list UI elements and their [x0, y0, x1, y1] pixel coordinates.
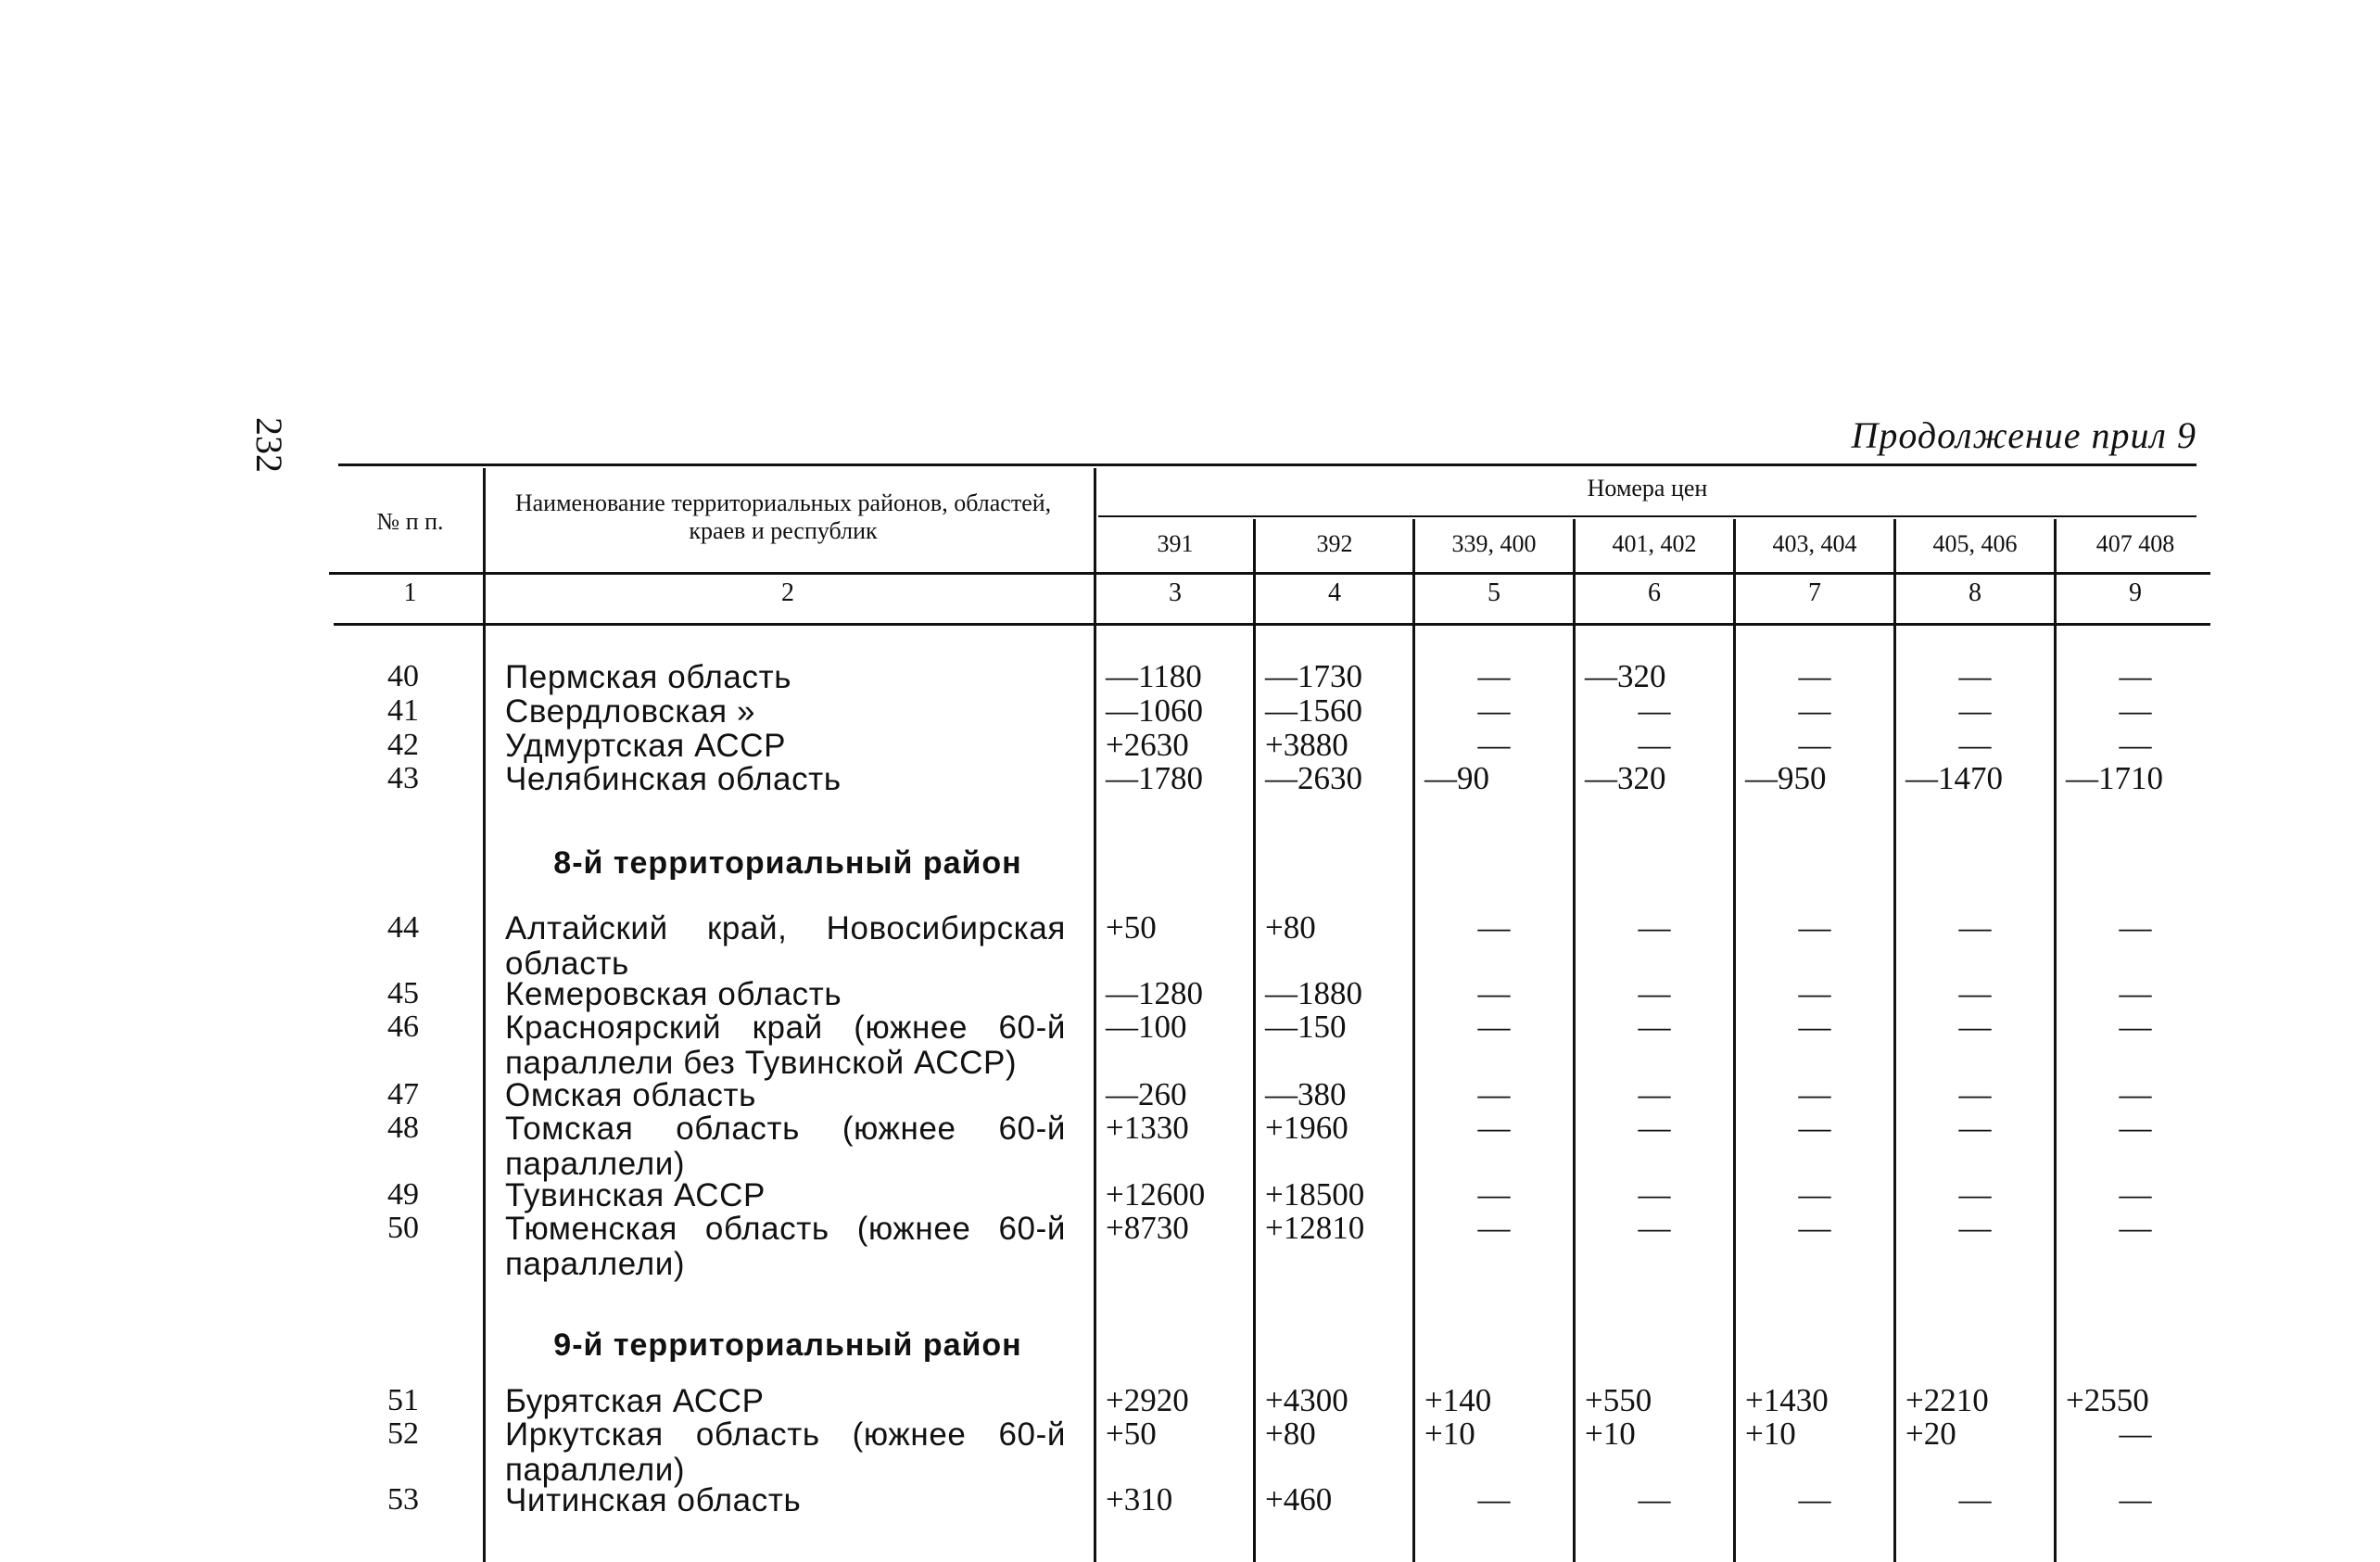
col-divider-1: [483, 468, 486, 1562]
row-number: 44: [387, 910, 419, 945]
price-value: —: [1958, 1210, 1992, 1246]
price-value: —: [1798, 1009, 1831, 1045]
column-number: 2: [781, 578, 794, 607]
price-value: —: [1798, 909, 1831, 946]
row-number: 45: [387, 976, 419, 1010]
column-number: 4: [1328, 578, 1341, 607]
region-name: Омская область: [505, 1077, 757, 1113]
row-number: 43: [387, 761, 419, 795]
price-value: —: [1798, 1076, 1831, 1112]
price-value: —: [2119, 727, 2152, 763]
price-value: —: [1477, 1009, 1511, 1045]
price-value: —: [1798, 1210, 1831, 1246]
price-column-header: 392: [1316, 530, 1353, 557]
price-value: —: [1638, 1481, 1671, 1518]
price-value: —: [2119, 1076, 2152, 1112]
price-value: —: [1477, 727, 1511, 763]
price-value: —380: [1265, 1076, 1347, 1112]
price-value: —: [1638, 1076, 1671, 1112]
price-value: +3880: [1265, 727, 1348, 763]
price-value: —: [1638, 692, 1671, 729]
header-num-label: № п п.: [376, 508, 444, 535]
price-value: —: [2119, 1481, 2152, 1518]
price-value: —1470: [1905, 760, 2003, 796]
price-value: —: [1477, 1481, 1511, 1518]
row-number: 40: [387, 659, 419, 693]
price-value: +310: [1106, 1481, 1173, 1518]
price-value: +12600: [1106, 1176, 1206, 1213]
price-value: —: [1958, 975, 1992, 1011]
price-value: —: [1477, 658, 1511, 694]
region-name: Бурятская АССР: [505, 1383, 765, 1419]
price-value: +20: [1905, 1416, 1956, 1452]
row-number: 51: [387, 1383, 419, 1417]
table-top-rule: [338, 464, 2196, 466]
price-value: —320: [1585, 760, 1666, 796]
price-value: —1780: [1106, 760, 1203, 796]
price-value: —: [2119, 1210, 2152, 1246]
price-value: —: [1798, 975, 1831, 1011]
price-value: —: [1638, 975, 1671, 1011]
price-value: —1060: [1106, 692, 1203, 729]
price-value: —: [2119, 1416, 2152, 1452]
region-name: Челябинская область: [505, 761, 842, 797]
price-column-header: 391: [1157, 530, 1194, 557]
price-value: —: [2119, 1176, 2152, 1213]
price-value: —1280: [1106, 975, 1203, 1011]
page-number: 232: [248, 417, 290, 473]
price-value: +10: [1745, 1416, 1796, 1452]
price-value: —1730: [1265, 658, 1362, 694]
header-name-label: Наименование территориальных районов, областей, краев и республик: [514, 489, 1052, 544]
price-value: —: [1477, 1076, 1511, 1112]
price-value: +18500: [1265, 1176, 1365, 1213]
price-value: +2210: [1905, 1382, 1989, 1418]
region-name: Томская область (южнее 60-й параллели): [505, 1111, 1066, 1182]
price-value: —: [1958, 1176, 1992, 1213]
column-number: 7: [1808, 578, 1821, 607]
row-number: 49: [387, 1177, 419, 1212]
price-value: —260: [1106, 1076, 1187, 1112]
price-value: —: [2119, 909, 2152, 946]
price-value: —: [1958, 727, 1992, 763]
price-value: —1880: [1265, 975, 1362, 1011]
price-value: —150: [1265, 1009, 1347, 1045]
column-number: 9: [2129, 578, 2142, 607]
row-number: 53: [387, 1482, 419, 1517]
price-value: —: [1798, 1176, 1831, 1213]
price-value: +460: [1265, 1481, 1333, 1518]
col-divider-3: [1253, 519, 1256, 1562]
column-number: 1: [403, 578, 417, 607]
row-number: 42: [387, 728, 419, 762]
price-value: +1960: [1265, 1110, 1348, 1146]
row-number: 46: [387, 1010, 419, 1044]
region-name: Тувинская АССР: [505, 1177, 766, 1213]
price-value: +10: [1424, 1416, 1475, 1452]
region-name: Удмуртская АССР: [505, 728, 787, 764]
price-value: +10: [1585, 1416, 1636, 1452]
price-value: —: [1477, 1210, 1511, 1246]
region-name: Иркутская область (южнее 60-й параллели): [505, 1416, 1066, 1488]
price-value: +2630: [1106, 727, 1189, 763]
region-name: Красноярский край (южнее 60-й параллели без Тувинской АССР): [505, 1010, 1066, 1081]
column-number: 6: [1648, 578, 1661, 607]
colnum-bottom-rule: [334, 623, 2210, 626]
price-value: —: [1477, 1176, 1511, 1213]
price-value: —320: [1585, 658, 1666, 694]
row-number: 48: [387, 1111, 419, 1145]
price-value: —: [1638, 909, 1671, 946]
region-name: Свердловская »: [505, 693, 756, 730]
price-value: —: [2119, 1009, 2152, 1045]
row-number: 52: [387, 1416, 419, 1451]
region-name: Читинская область: [505, 1482, 802, 1518]
region-name: Алтайский край, Новосибирская область: [505, 910, 1066, 982]
column-number: 5: [1488, 578, 1500, 607]
price-value: +50: [1106, 1416, 1157, 1452]
price-value: —: [1958, 658, 1992, 694]
row-number: 47: [387, 1077, 419, 1111]
price-value: +2550: [2066, 1382, 2149, 1418]
region-name: Кемеровская область: [505, 976, 842, 1012]
price-value: —: [2119, 1110, 2152, 1146]
price-value: —: [1477, 975, 1511, 1011]
price-value: —: [1638, 1176, 1671, 1213]
price-value: +2920: [1106, 1382, 1189, 1418]
price-value: +550: [1585, 1382, 1652, 1418]
column-number: 8: [1969, 578, 1981, 607]
region-name: Тюменская область (южнее 60-й параллели): [505, 1211, 1066, 1282]
price-column-header: 405, 406: [1932, 530, 2018, 557]
prices-header-rule: [1098, 515, 2196, 517]
price-value: —: [1958, 1110, 1992, 1146]
row-number: 41: [387, 693, 419, 728]
col-divider-2: [1094, 468, 1096, 1562]
price-value: —1560: [1265, 692, 1362, 729]
price-value: +8730: [1106, 1210, 1189, 1246]
price-value: —: [2119, 975, 2152, 1011]
row-number: 50: [387, 1211, 419, 1245]
price-value: —: [1638, 727, 1671, 763]
price-value: —: [1798, 692, 1831, 729]
price-column-header: 403, 404: [1772, 530, 1857, 557]
price-value: —: [1798, 658, 1831, 694]
price-value: —: [1958, 692, 1992, 729]
price-value: +1330: [1106, 1110, 1189, 1146]
price-value: —: [1958, 1009, 1992, 1045]
price-value: —: [1638, 1110, 1671, 1146]
price-value: —2630: [1265, 760, 1362, 796]
price-value: —: [1477, 1110, 1511, 1146]
price-value: +80: [1265, 1416, 1316, 1452]
region-name: Пермская область: [505, 659, 792, 695]
price-value: —: [1477, 909, 1511, 946]
price-column-header: 401, 402: [1612, 530, 1697, 557]
price-column-header: 339, 400: [1451, 530, 1537, 557]
price-value: —1180: [1106, 658, 1202, 694]
price-value: —1710: [2066, 760, 2163, 796]
price-value: +140: [1424, 1382, 1492, 1418]
price-value: —: [1477, 692, 1511, 729]
price-value: +80: [1265, 909, 1316, 946]
price-value: +50: [1106, 909, 1157, 946]
price-value: +4300: [1265, 1382, 1348, 1418]
price-value: —: [1798, 1481, 1831, 1518]
price-value: —: [1958, 909, 1992, 946]
column-number: 3: [1169, 578, 1182, 607]
header-prices-label: Номера цен: [1587, 475, 1708, 502]
price-value: —: [1958, 1076, 1992, 1112]
continuation-label: Продолжение прил 9: [1851, 414, 2196, 456]
section-title: 8-й территориальный район: [553, 845, 1022, 881]
price-value: —: [1958, 1481, 1992, 1518]
price-value: —90: [1424, 760, 1489, 796]
price-value: —: [1638, 1009, 1671, 1045]
price-value: +12810: [1265, 1210, 1365, 1246]
header-bottom-rule: [329, 572, 2210, 575]
price-value: +1430: [1745, 1382, 1829, 1418]
price-value: —100: [1106, 1009, 1187, 1045]
price-value: —: [1638, 1210, 1671, 1246]
section-title: 9-й территориальный район: [553, 1327, 1022, 1363]
price-value: —: [2119, 658, 2152, 694]
price-value: —950: [1745, 760, 1827, 796]
price-value: —: [1798, 1110, 1831, 1146]
price-value: —: [2119, 692, 2152, 729]
price-column-header: 407 408: [2095, 530, 2175, 557]
price-value: —: [1798, 727, 1831, 763]
